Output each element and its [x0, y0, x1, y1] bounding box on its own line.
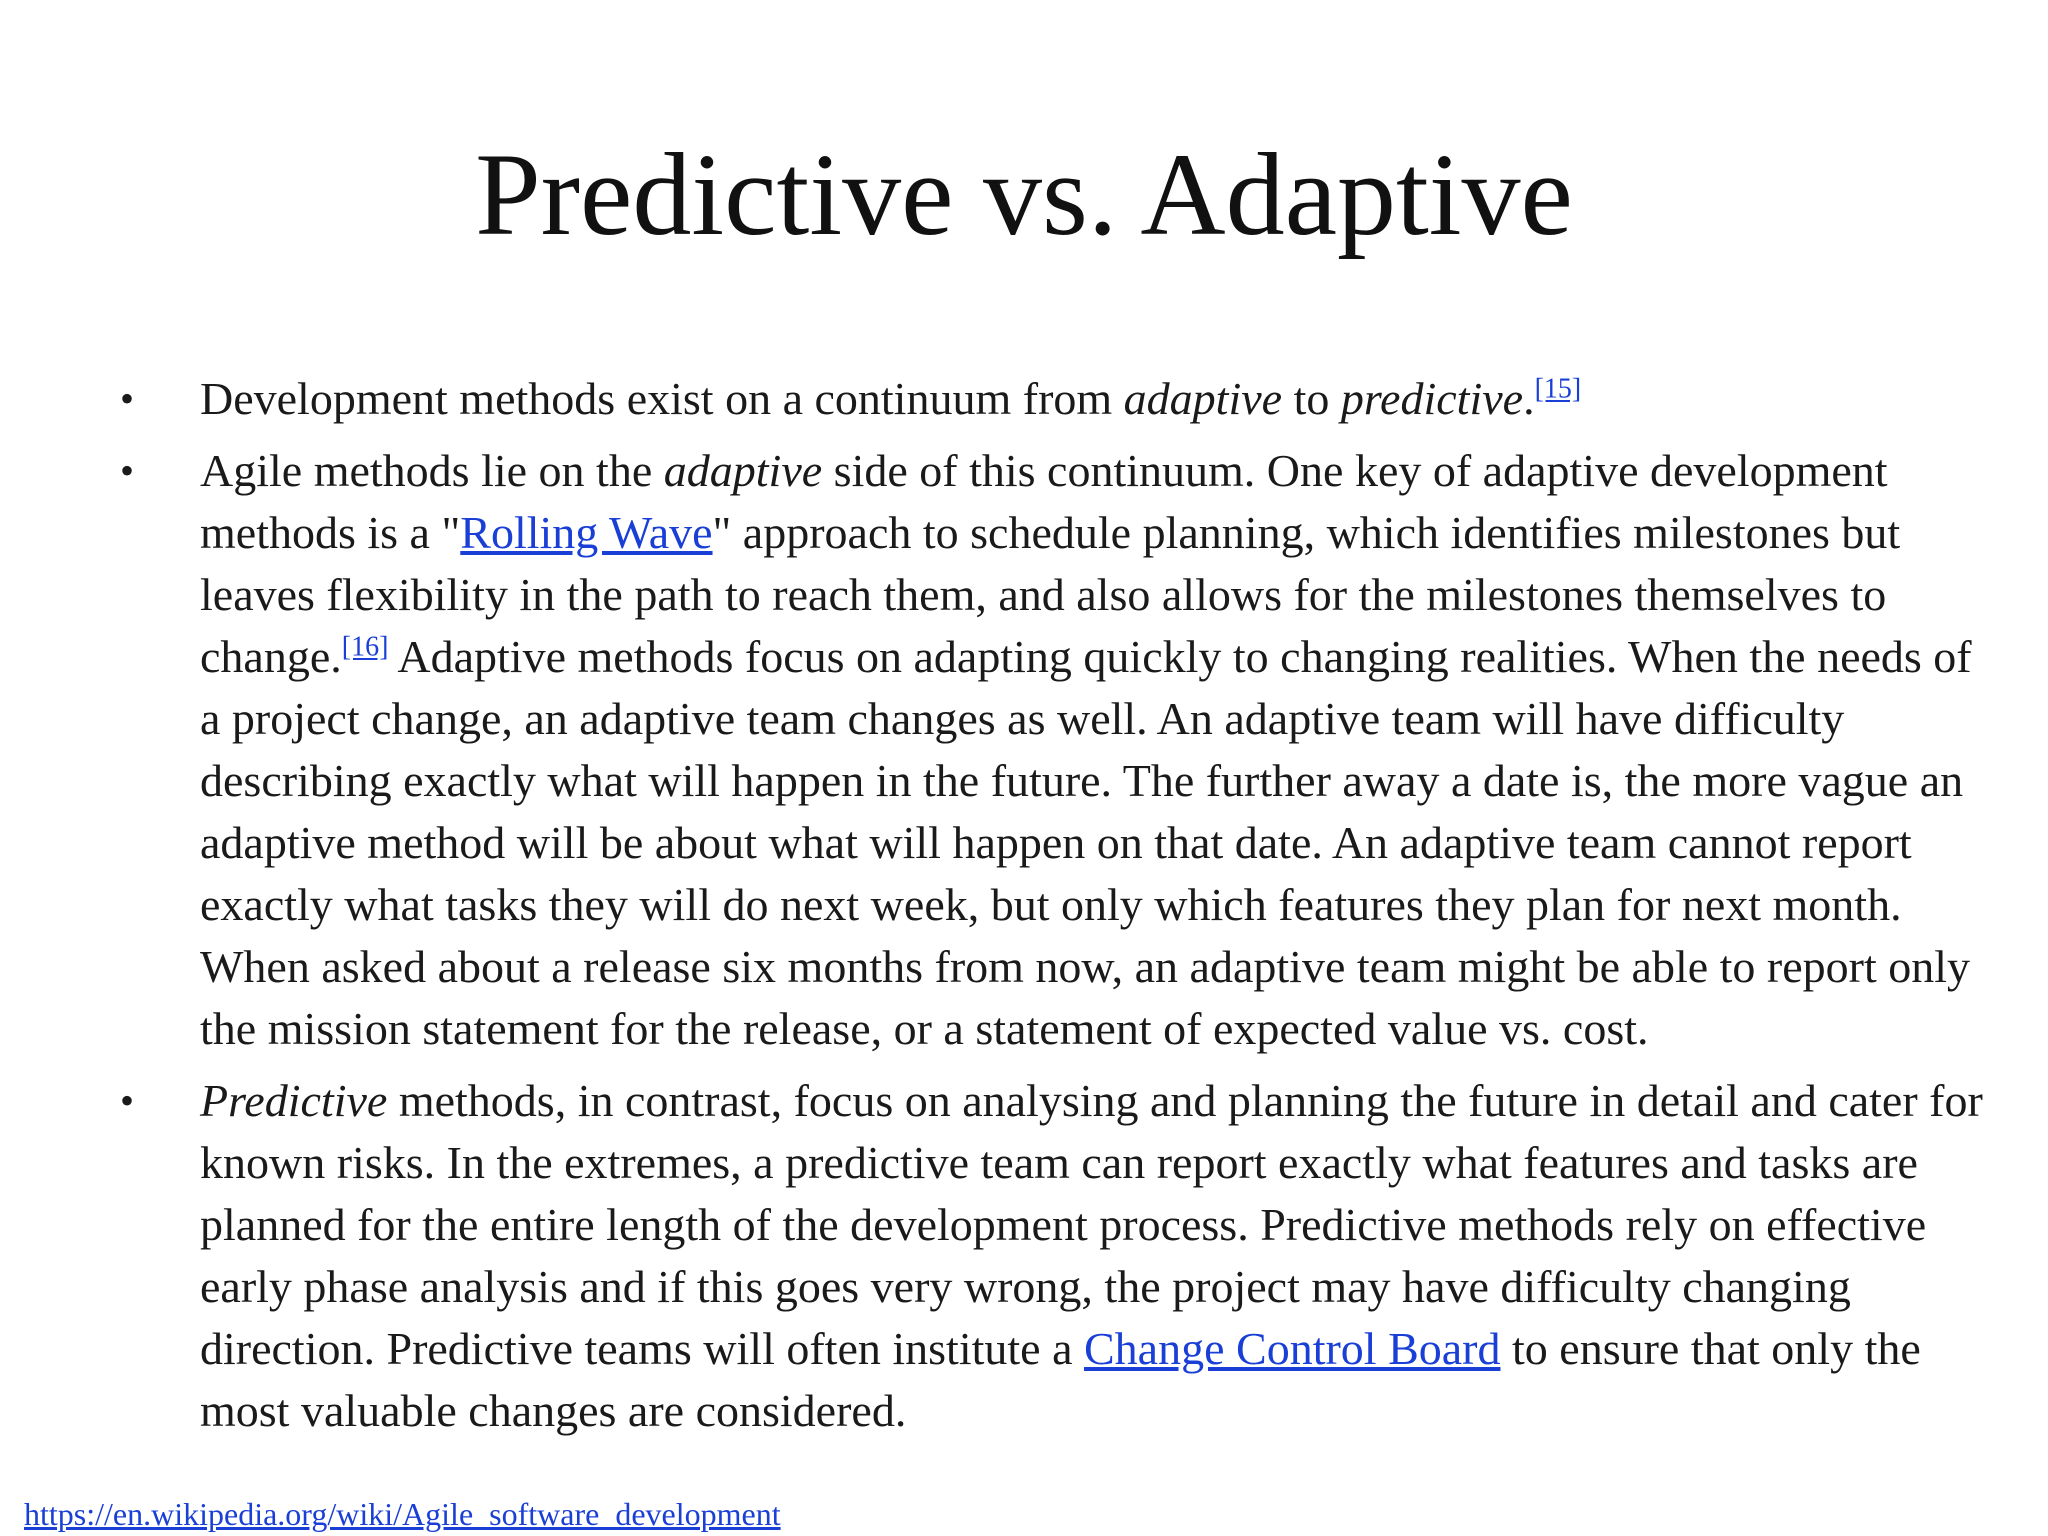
slide-title: Predictive vs. Adaptive [475, 129, 1573, 260]
rolling-wave-link[interactable]: Rolling Wave [460, 507, 713, 558]
bullet-dot-icon: • [120, 1078, 135, 1123]
citation-15-link[interactable]: [15] [1534, 373, 1582, 405]
bullet-text: to [1282, 373, 1341, 424]
citation-16-link[interactable]: [16] [341, 631, 389, 663]
bullet-item-continuum [0, 368, 2048, 430]
emphasis-predictive: predictive [1340, 373, 1524, 424]
bullet-item-predictive [0, 1070, 2048, 1442]
change-control-board-link[interactable]: Change Control Board [1084, 1323, 1501, 1374]
emphasis-adaptive: adaptive [663, 445, 823, 496]
bullet-item-agile-adaptive [0, 440, 2048, 1060]
bullet-text: to ensure that only the most valuable changes are considered. [200, 1323, 1921, 1436]
bullet-text: Agile methods lie on the [200, 445, 664, 496]
bullet-text: . [1523, 373, 1535, 424]
emphasis-adaptive: adaptive [1123, 373, 1283, 424]
bullet-text: Development methods exist on a continuum from [200, 373, 1124, 424]
bullet-text: side of this continuum. One key of adaptive development methods is a " [200, 445, 1888, 558]
bullet-dot-icon: • [120, 376, 135, 421]
bullet-text: methods, in contrast, focus on analysing and planning the future in detail and cater for known risks. In the extremes, a predictive team can report exactly what features and tasks are planned for the entire length of the development process. Predictive methods rely on effective early phase analysis and if this goes very wrong, the project may have difficulty changing direction. Predictive teams will often institute a [200, 1075, 1983, 1374]
emphasis-predictive: Predictive [200, 1075, 388, 1126]
source-url-link[interactable]: https://en.wikipedia.org/wiki/Agile_software_development [24, 1496, 781, 1532]
bullet-text: " approach to schedule planning, which identifies milestones but leaves flexibility in the path to reach them, and also allows for the milestones themselves to change. [200, 507, 1901, 682]
citation-16 [342, 632, 389, 663]
bullet-list [0, 368, 2048, 1442]
bullet-dot-icon: • [120, 448, 135, 493]
bullet-text: Adaptive methods focus on adapting quickly to changing realities. When the needs of a project change, an adaptive team changes as well. An adaptive team will have difficulty describing exactly what will happen in the future. The further away a date is, the more vague an adaptive method will be about what will happen on that date. An adaptive team cannot report exactly what tasks they will do next week, but only which features they plan for next month. When asked about a release six months from now, an adaptive team might be able to report only the mission statement for the release, or a statement of expected value vs. cost. [200, 631, 1972, 1054]
citation-15 [1535, 374, 1582, 405]
